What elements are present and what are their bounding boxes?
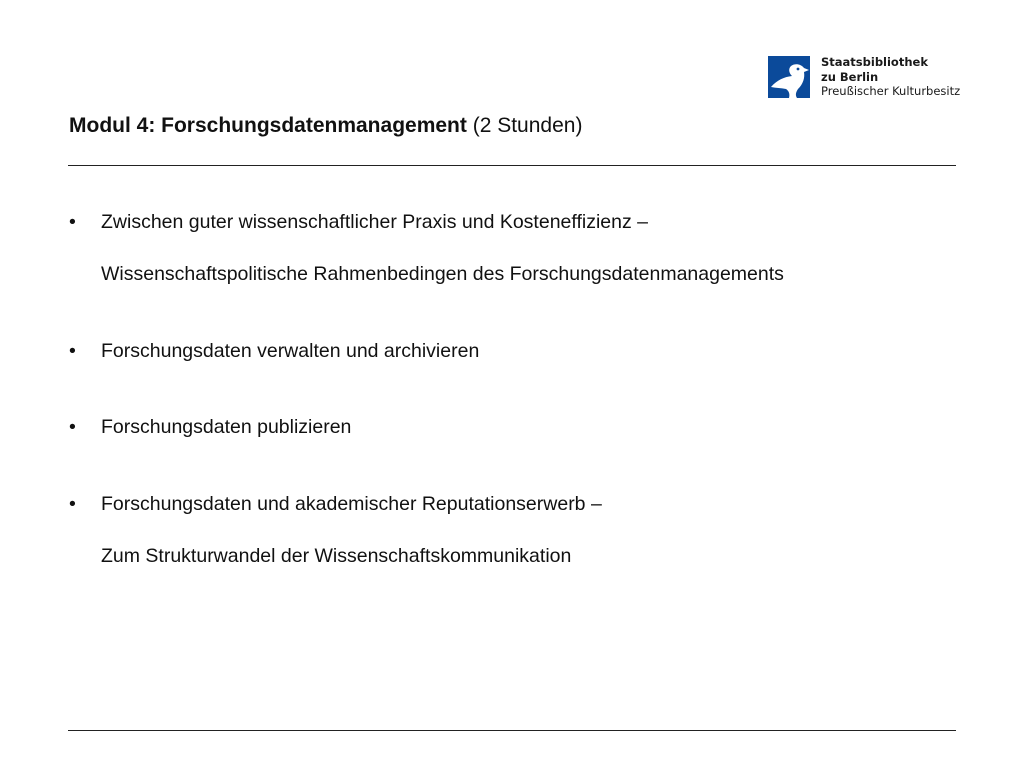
slide-title-bold: Modul 4: Forschungsdatenmanagement xyxy=(69,114,467,137)
logo-line-3: Preußischer Kulturbesitz xyxy=(821,84,961,98)
logo-line-1: Staatsbibliothek xyxy=(821,55,928,69)
slide-title xyxy=(69,114,582,138)
logo-line-2: zu Berlin xyxy=(821,69,879,84)
bullet-text-continuation: Wissenschaftspolitische Rahmenbedingen des Forschungsdatenmanagements xyxy=(101,263,784,285)
slide-title-duration: (2 Stunden) xyxy=(466,114,583,137)
bullet-text: Forschungsdaten publizieren xyxy=(101,416,352,438)
bullet-text: Zwischen guter wissenschaftlicher Praxis und Kosteneffizienz – xyxy=(101,211,648,233)
bullet-glyph: • xyxy=(69,211,76,233)
bullet-glyph: • xyxy=(69,493,76,515)
bullet-glyph: • xyxy=(69,340,76,362)
bullet-text-continuation: Zum Strukturwandel der Wissenschaftskommunikation xyxy=(101,545,572,567)
eagle-icon xyxy=(768,56,810,98)
bullet-text: Forschungsdaten verwalten und archivieren xyxy=(101,340,480,362)
footer-divider xyxy=(68,730,956,731)
header-divider xyxy=(68,165,956,166)
bullet-glyph: • xyxy=(69,416,76,438)
logo-text xyxy=(821,55,960,99)
bullet-text: Forschungsdaten und akademischer Reputationserwerb – xyxy=(101,493,602,515)
institution-logo xyxy=(768,55,968,100)
